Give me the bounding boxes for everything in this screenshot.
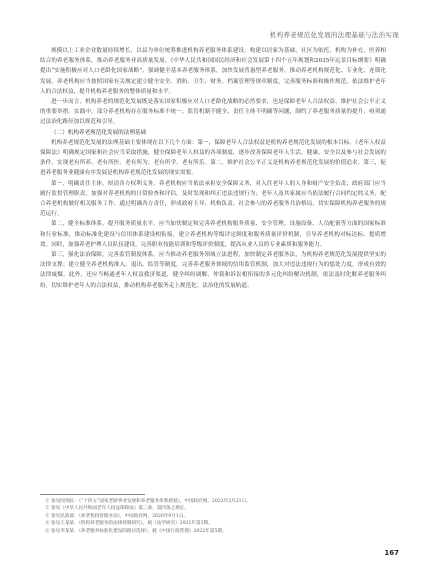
footnote: ① 参见国务院：《“十四五”国家老龄事业发展和养老服务体系规划》，中国政府网，2022年2月21日。 <box>45 499 251 504</box>
section-heading: （二）机构养老规范化发展的法理基础 <box>51 129 147 136</box>
footnote: ④ 参见王某某：《机构养老服务的法律规制研究》，载《法学研究》2021年第3期。 <box>45 521 213 527</box>
footnote: ② 参见《中华人民共和国老年人权益保障法》第三条、第四条之规定。 <box>45 506 189 512</box>
body-paragraph: 第一，明确责任主体，厘清各方权利义务。养老机构应当依法承担安全保障义务，对入住老年人的人身和财产安全负责；政府部门应当履行监督管理职责，加强对养老机构的日常检查和评估，及时发现和纠正违法违规行为；老年人及其家属应当依法履行合同约定的义务，配合养老机构做好相关服务工作。通过明确各方责任，形成政府主导、机构负责、社会参与的养老服务共治格局，切实保障机构养老服务的规范运行。 <box>40 180 386 218</box>
body-paragraph: 机构养老规范化发展的法理基础主要体现在以下几个方面：第一，保障老年人合法权益是机构养老规范化发展的根本目标。《老年人权益保障法》明确规定国家和社会应当采取措施，健全保障老年人权益的各项制度，逐步改善保障老年人生活、健康、安全以及参与社会发展的条件，实现老有所养、老有所医、老有所为、老有所学、老有所乐。第二，维护社会公平正义是机构养老规范化发展的价值追求。第三，促进养老服务业健康有序发展是机构养老规范化发展的现实需要。 <box>40 139 386 177</box>
body-paragraph: 进一步而言，机构养老的规范化发展既是落实国家积极应对人口老龄化战略的必然要求，也是保障老年人合法权益、维护社会公平正义的重要举措。实践中，部分养老机构存在服务标准不统一、监管机制不健全、责任主体不明确等问题，制约了养老服务质量的提升，亟须通过法治化路径加以规范和引导。 <box>40 99 386 126</box>
page-number: 167 <box>384 549 399 557</box>
footnote-divider <box>40 494 145 495</box>
footnote: ⑤ 参见李某某：《养老服务标准化建设的路径选择》，载《中国行政管理》2022年第5期。 <box>45 528 227 534</box>
running-header: 机构养老规范化发展的法理基础与法治实现 <box>269 31 399 39</box>
body-paragraph: 规模以上工业企业数量持续增长，以县为单位统筹推进机构养老服务体系建设，构建以居家为基础、社区为依托、机构为补充、医养相结合的养老服务体系，推动养老服务业高质量发展。《中华人民共和国国民经济和社会发展第十四个五年规划和2035年远景目标纲要》明确提出“实施积极应对人口老龄化国家战略”，强调健全基本养老服务体系，加快发展普惠型养老服务，推动养老机构规范化、专业化、连锁化发展。养老机构应当按照国家有关规定建立健全安全、消防、卫生、财务、档案管理等规章制度，完善服务标准和操作规范，依法维护老年人的合法权益，提升机构养老服务的整体质量和水平。 <box>40 48 386 95</box>
body-paragraph: 第三，强化法治保障，完善监管制度体系。应当推动养老服务领域立法进程，加快制定养老服务法，为机构养老规范化发展提供坚实的法律支撑。建立健全养老机构准入、退出、监管等制度，完善养老服务领域的信用监管机制，加大对违法违规行为的惩处力度，形成有效的法律威慑。此外，还应当畅通老年人权益救济渠道，健全纠纷调解、仲裁和诉讼相衔接的多元化纠纷解决机制，依法及时化解养老服务纠纷，切实维护老年人的合法权益，推动机构养老服务走上规范化、法治化的发展轨道。 <box>40 252 386 289</box>
body-text <box>40 46 386 291</box>
body-paragraph: 第二，健全标准体系，提升服务质量水平。应当加快制定和完善养老机构服务质量、安全管理、设施设备、人员配备等方面的国家标准和行业标准，推动标准化建设与信用体系建设相衔接，建立养老机构等级评定制度和服务质量评价机制，引导养老机构对标达标、提质增效。同时，加强养老护理人员队伍建设，完善职业技能培训和等级评价制度，提高从业人员的专业素质和服务能力。 <box>40 221 386 248</box>
footnotes <box>40 498 386 535</box>
footnote: ③ 参见民政部：《养老机构管理办法》，中国政府网，2020年9月1日。 <box>45 513 189 519</box>
